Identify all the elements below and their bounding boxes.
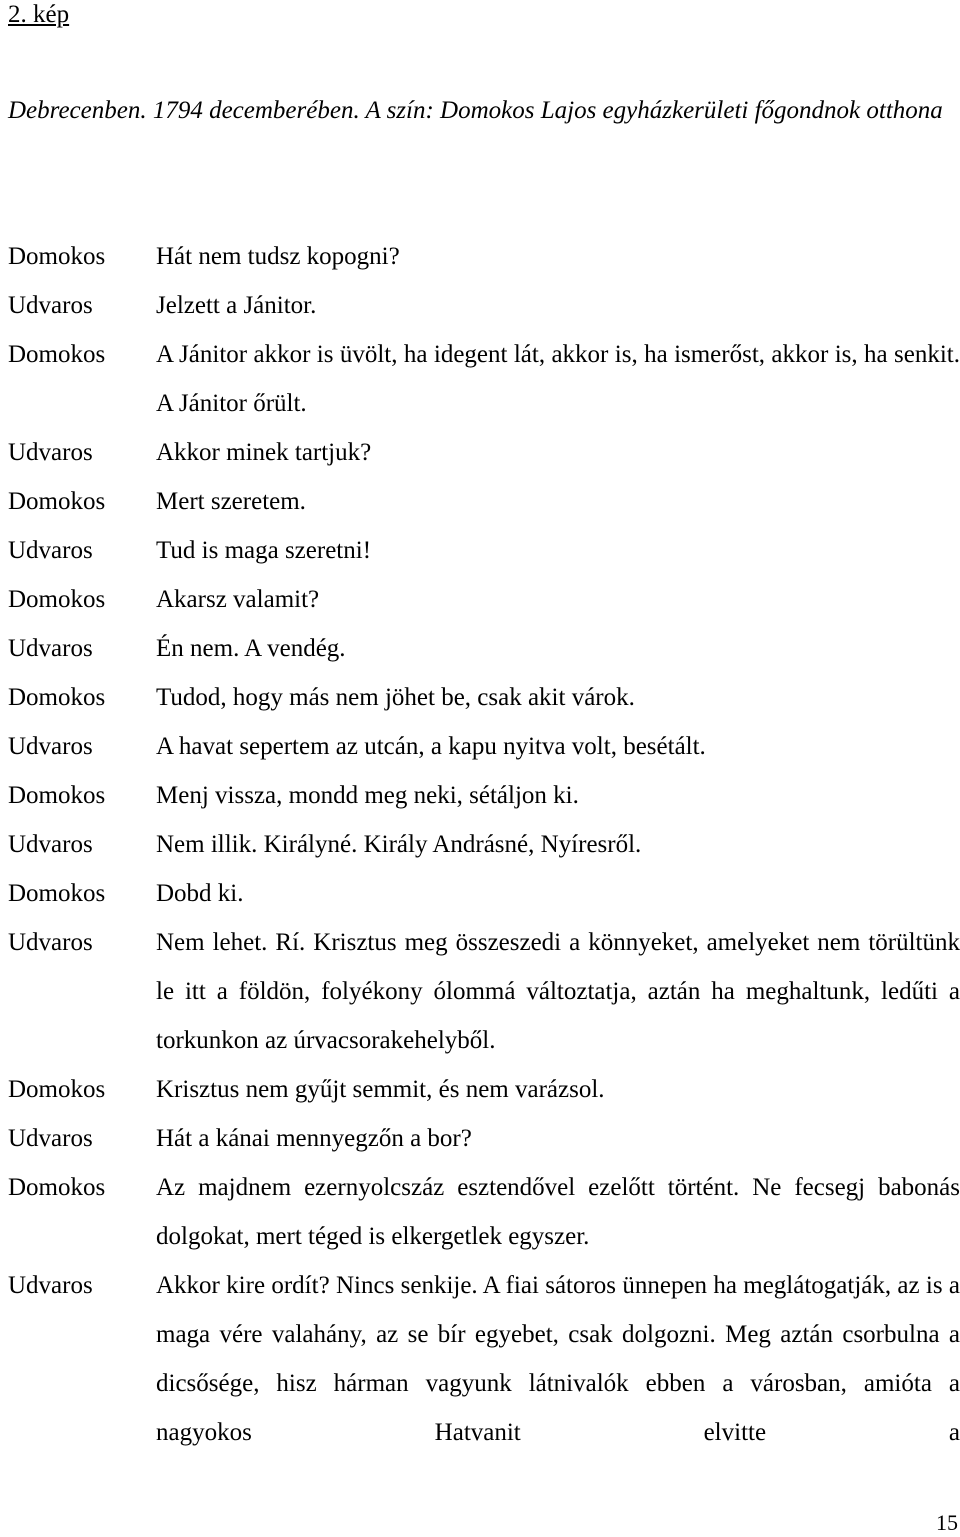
dialogue-text: Hát nem tudsz kopogni? bbox=[156, 243, 400, 270]
speaker-name: Udvaros bbox=[8, 439, 93, 466]
speaker-name: Udvaros bbox=[8, 537, 93, 564]
speaker-name: Udvaros bbox=[8, 292, 93, 319]
dialogue-line bbox=[8, 1114, 960, 1163]
dialogue-line bbox=[8, 869, 960, 918]
dialogue-line bbox=[8, 1261, 960, 1457]
dialogue-text: Akkor kire ordít? Nincs senkije. A fiai sátoros ünnepen ha meglátogatják, az is a maga vére valahány, az se bír egyebet, csak dolgozni. Meg aztán csorbulna a dicsősége, hisz hárman vagyunk látnivalók ebben a városban, amióta a nagyokos Hatvanit elvitte a bbox=[156, 1272, 960, 1446]
dialogue-line bbox=[8, 330, 960, 428]
dialogue bbox=[8, 232, 960, 1457]
dialogue-text: Jelzett a Jánitor. bbox=[156, 292, 317, 319]
speaker-name: Domokos bbox=[8, 782, 106, 809]
scene-setting: Debrecenben. 1794 decemberében. A szín: Domokos Lajos egyházkerületi főgondnok otthona bbox=[8, 97, 943, 124]
speaker-name: Domokos bbox=[8, 488, 106, 515]
dialogue-text: A havat sepertem az utcán, a kapu nyitva volt, besétált. bbox=[156, 733, 706, 760]
dialogue-line bbox=[8, 673, 960, 722]
dialogue-line bbox=[8, 477, 960, 526]
speaker-name: Udvaros bbox=[8, 635, 93, 662]
dialogue-text: Dobd ki. bbox=[156, 880, 244, 907]
dialogue-text: Krisztus nem gyűjt semmit, és nem varázsol. bbox=[156, 1076, 605, 1103]
speaker-name: Udvaros bbox=[8, 831, 93, 858]
dialogue-line bbox=[8, 918, 960, 1065]
dialogue-text: Nem lehet. Rí. Krisztus meg összeszedi a könnyeket, amelyeket nem törültünk le itt a földön, folyékony ólommá változtatja, aztán ha meghaltunk, ledűti a torkunkon az úrvacsorakehelyből. bbox=[156, 929, 960, 1054]
dialogue-text: Mert szeretem. bbox=[156, 488, 306, 515]
dialogue-text: Én nem. A vendég. bbox=[156, 635, 346, 662]
dialogue-text: Nem illik. Királyné. Király Andrásné, Nyíresről. bbox=[156, 831, 642, 858]
dialogue-text: Akarsz valamit? bbox=[156, 586, 320, 613]
dialogue-line bbox=[8, 624, 960, 673]
speaker-name: Udvaros bbox=[8, 1125, 93, 1152]
speaker-name: Udvaros bbox=[8, 733, 93, 760]
dialogue-line bbox=[8, 526, 960, 575]
dialogue-line bbox=[8, 575, 960, 624]
page-number: 15 bbox=[936, 1510, 958, 1535]
dialogue-text: Tud is maga szeretni! bbox=[156, 537, 372, 564]
speaker-name: Udvaros bbox=[8, 929, 93, 956]
dialogue-line bbox=[8, 1065, 960, 1114]
dialogue-text: A Jánitor akkor is üvölt, ha idegent lát, akkor is, ha ismerőst, akkor is, ha senkit. A Jánitor őrült. bbox=[156, 341, 960, 417]
dialogue-line bbox=[8, 281, 960, 330]
speaker-name: Domokos bbox=[8, 341, 106, 368]
speaker-name: Udvaros bbox=[8, 1272, 93, 1299]
speaker-name: Domokos bbox=[8, 586, 106, 613]
speaker-name: Domokos bbox=[8, 243, 106, 270]
dialogue-line bbox=[8, 428, 960, 477]
speaker-name: Domokos bbox=[8, 880, 106, 907]
dialogue-line bbox=[8, 771, 960, 820]
dialogue-text: Az majdnem ezernyolcszáz esztendővel ezelőtt történt. Ne fecsegj babonás dolgokat, mert téged is elkergetlek egyszer. bbox=[156, 1174, 960, 1250]
dialogue-text: Hát a kánai mennyegzőn a bor? bbox=[156, 1125, 472, 1152]
dialogue-line bbox=[8, 820, 960, 869]
speaker-name: Domokos bbox=[8, 1174, 106, 1201]
dialogue-text: Tudod, hogy más nem jöhet be, csak akit várok. bbox=[156, 684, 635, 711]
dialogue-text: Akkor minek tartjuk? bbox=[156, 439, 372, 466]
dialogue-text: Menj vissza, mondd meg neki, sétáljon ki. bbox=[156, 782, 579, 809]
dialogue-line bbox=[8, 1163, 960, 1261]
speaker-name: Domokos bbox=[8, 684, 106, 711]
dialogue-line bbox=[8, 232, 960, 281]
scene-heading: 2. kép bbox=[8, 1, 70, 28]
dialogue-line bbox=[8, 722, 960, 771]
speaker-name: Domokos bbox=[8, 1076, 106, 1103]
